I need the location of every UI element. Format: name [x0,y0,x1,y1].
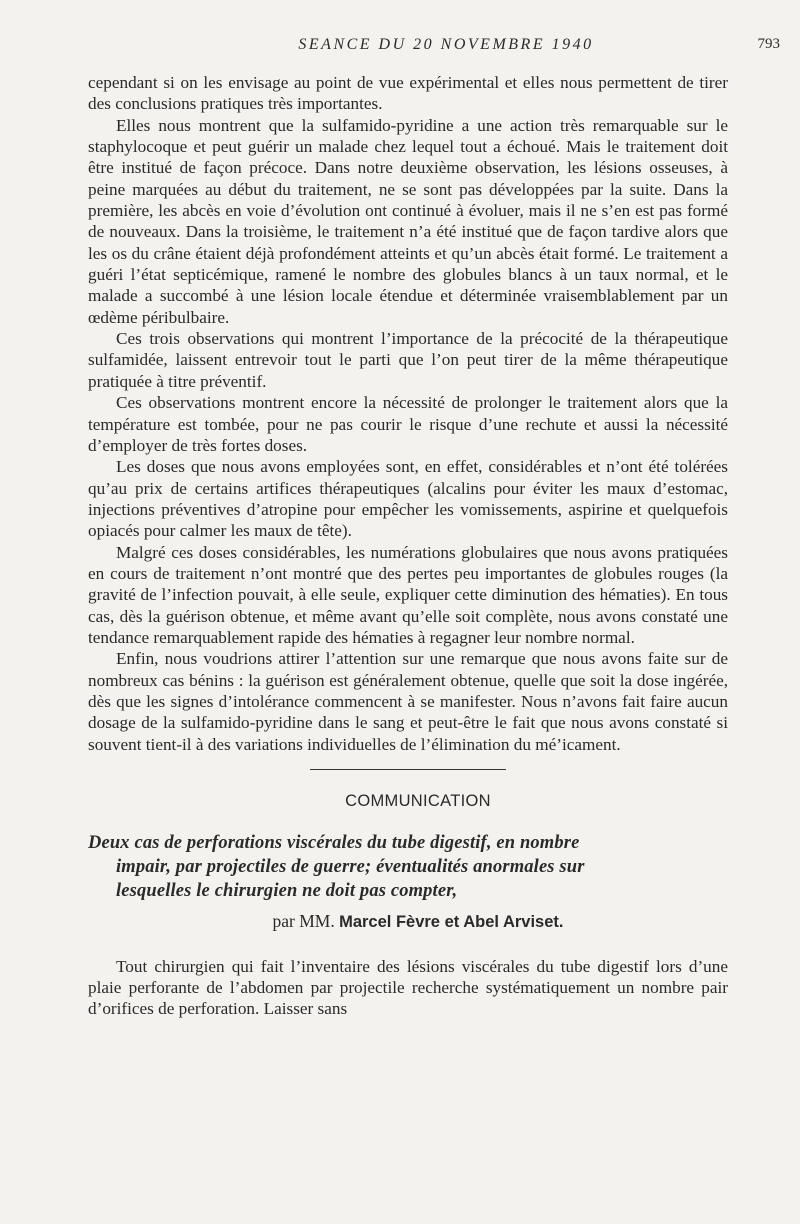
section-divider [310,769,506,770]
paragraph: Ces trois observations qui montrent l’importance de la précocité de la thérapeutique sulfamidée, laissent entrevoir tout le parti que l’on peut tirer de la même thérapeutique pratiquée à titre préventif. [88,329,728,391]
page-number: 793 [757,36,780,52]
article-title-line: impair, par projectiles de guerre; éventualités anormales sur [116,857,585,878]
byline-prefix: par MM. [272,911,335,932]
paragraph: Ces observations montrent encore la nécessité de prolonger le traitement alors que la température est tombée, pour ne pas courir le risque d’une rechute et aussi la nécessité d’employer de très fortes doses. [88,393,728,455]
paragraph: cependant si on les envisage au point de vue expérimental et elles nous permettent de tirer des conclusions pratiques très importantes. [88,73,728,114]
running-title: SEANCE DU 20 NOVEMBRE 1940 [298,36,594,53]
page-body [88,72,728,1020]
paragraph: Malgré ces doses considérables, les numérations globulaires que nous avons pratiquées en cours de traitement n’ont montré que des pertes peu importantes de globules rouges (la gravité de l’infection pouvait, à elle seule, expliquer cette diminution des hématies). En tous cas, dès la guérison obtenue, et même avant qu’elle soit complète, nous avons constaté une tendance remarquablement rapide des hématies à regagner leur nombre normal. [88,542,728,647]
article-title-line: Deux cas de perforations viscérales du tube digestif, en nombre [88,833,580,854]
paragraph: Enfin, nous voudrions attirer l’attention sur une remarque que nous avons faite sur de nombreux cas bénins : la guérison est généralement obtenue, quelle que soit la dose ingérée, dès que les signes d’intolérance commencent à se manifester. Nous n’avons fait faire aucun dosage de la sulfamido-pyridine dans le sang et peut-être le fait que nous avons constaté si souvent tient-il à des variations individuelles de l’élimination du mé’icament. [88,649,728,754]
section-heading: COMMUNICATION [345,792,491,810]
article-title-line: lesquelles le chirurgien ne doit pas compter, [116,881,458,902]
article-body [88,956,728,1020]
page-header [88,36,784,58]
paragraph: Les doses que nous avons employées sont, en effet, considérables et n’ont été tolérées qu’au prix de certains artifices thérapeutiques (alcalins pour éviter les maux d’estomac, injections préventives d’atropine pour empêcher les vomissements, aspirine et quelquefois opiacés pour calmer les maux de tête). [88,457,728,541]
article-title [88,831,728,903]
paragraph: Elles nous montrent que la sulfamido-pyridine a une action très remarquable sur le staphylocoque et peut guérir un malade chez lequel tout a échoué. Mais le traitement doit être institué de façon précoce. Dans notre deuxième observation, les lésions osseuses, à peine marquées au début du traitement, ne se sont pas développées par la suite. Dans la première, les abcès en voie d’évolution ont continué à évoluer, mais il ne s’en est pas formé de nouveaux. Dans la troisième, le traitement n’a été institué que de façon tardive alors que les os du crâne étaient déjà profondément atteints et qu’un abcès était formé. Le traitement a guéri l’état septicémique, ramené le nombre des globules blancs à un taux normal, et le malade a succombé à une lésion locale étendue et déterminée vraisemblablement par un œdème péribulbaire. [88,115,728,327]
authors: Marcel Fèvre et Abel Arviset. [339,913,564,932]
byline [88,911,728,933]
paragraph: Tout chirurgien qui fait l’inventaire des lésions viscérales du tube digestif lors d’une plaie perforante de l’abdomen par projectile recherche systématiquement un nombre pair d’orifices de perforation. Laisser sans [88,956,728,1019]
